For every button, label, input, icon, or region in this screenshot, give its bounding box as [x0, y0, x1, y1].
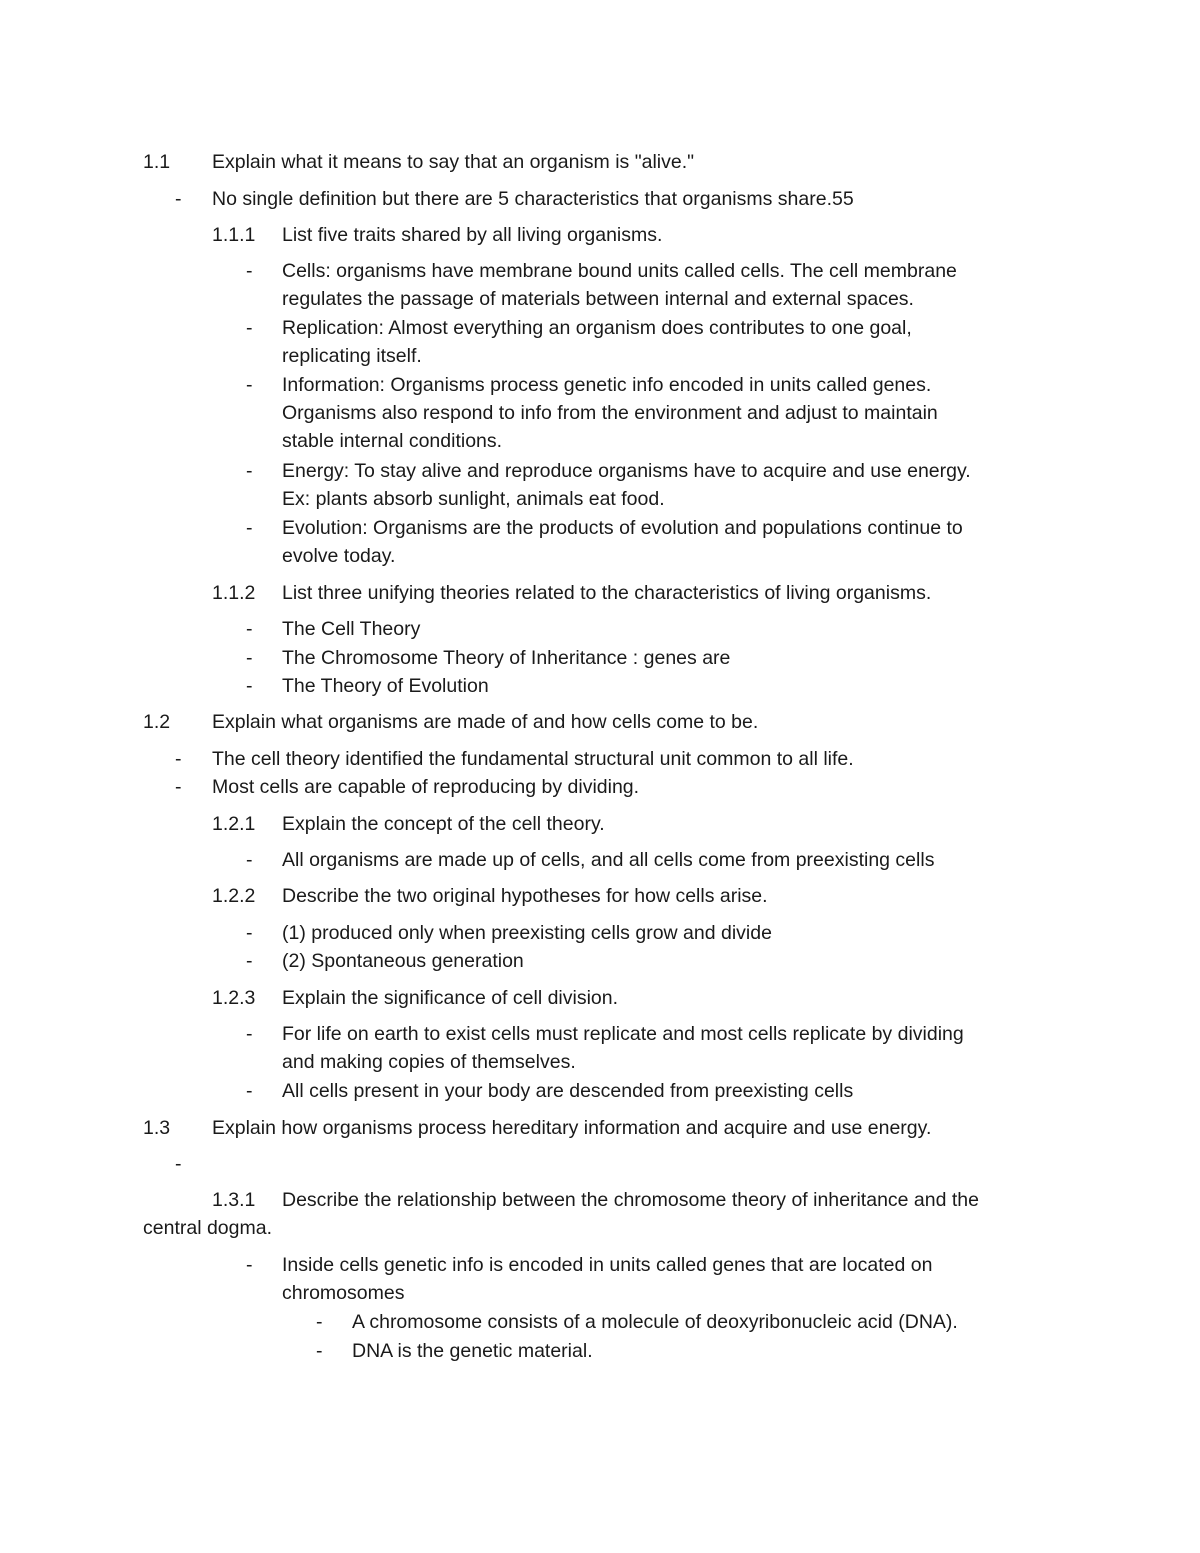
- outline-text: List five traits shared by all living organisms.: [282, 224, 663, 246]
- bullet-text: No single definition but there are 5 characteristics that organisms share.55: [212, 188, 854, 210]
- dash-marker: -: [175, 188, 182, 210]
- outline-text: List three unifying theories related to the characteristics of living organisms.: [282, 582, 932, 604]
- outline-text: Explain how organisms process hereditary information and acquire and use energy.: [212, 1117, 932, 1139]
- dash-marker: -: [246, 950, 253, 972]
- dash-marker: -: [175, 748, 182, 770]
- bullet-text: Inside cells genetic info is encoded in units called genes that are located on: [282, 1254, 933, 1276]
- outline-number: 1.1: [143, 151, 171, 173]
- bullet-text: evolve today.: [282, 545, 396, 567]
- dash-marker: -: [316, 1311, 323, 1333]
- dash-marker: -: [246, 618, 253, 640]
- outline-text: Explain what organisms are made of and how cells come to be.: [212, 711, 759, 733]
- outline-number: 1.2.3: [212, 987, 256, 1009]
- bullet-text: (2) Spontaneous generation: [282, 950, 524, 972]
- bullet-text: The cell theory identified the fundamental structural unit common to all life.: [212, 748, 854, 770]
- outline-number: 1.3.1: [212, 1189, 256, 1211]
- bullet-text: A chromosome consists of a molecule of deoxyribonucleic acid (DNA).: [352, 1311, 958, 1333]
- dash-marker: -: [246, 317, 253, 339]
- outline-number: 1.1.1: [212, 224, 256, 246]
- dash-marker: -: [175, 1153, 182, 1175]
- bullet-text: The Cell Theory: [282, 618, 421, 640]
- outline-text: Describe the two original hypotheses for how cells arise.: [282, 885, 768, 907]
- dash-marker: -: [246, 647, 253, 669]
- bullet-text: All organisms are made up of cells, and all cells come from preexisting cells: [282, 849, 935, 871]
- outline-text: Describe the relationship between the chromosome theory of inheritance and the: [282, 1189, 979, 1211]
- bullet-text: Energy: To stay alive and reproduce organisms have to acquire and use energy.: [282, 460, 971, 482]
- bullet-text: The Chromosome Theory of Inheritance : genes are: [282, 647, 731, 669]
- bullet-text: For life on earth to exist cells must replicate and most cells replicate by dividing: [282, 1023, 964, 1045]
- bullet-text: stable internal conditions.: [282, 430, 503, 452]
- dash-marker: -: [246, 374, 253, 396]
- outline-number: 1.2.1: [212, 813, 256, 835]
- dash-marker: -: [246, 1254, 253, 1276]
- bullet-text: Evolution: Organisms are the products of evolution and populations continue to: [282, 517, 963, 539]
- outline-number: 1.2.2: [212, 885, 256, 907]
- dash-marker: -: [316, 1340, 323, 1362]
- outline-text: Explain the concept of the cell theory.: [282, 813, 605, 835]
- bullet-text: Cells: organisms have membrane bound units called cells. The cell membrane: [282, 260, 957, 282]
- bullet-text: (1) produced only when preexisting cells grow and divide: [282, 922, 772, 944]
- dash-marker: -: [246, 517, 253, 539]
- bullet-text: and making copies of themselves.: [282, 1051, 576, 1073]
- outline-number: 1.3: [143, 1117, 171, 1139]
- dash-marker: -: [246, 1080, 253, 1102]
- dash-marker: -: [246, 460, 253, 482]
- dash-marker: -: [246, 675, 253, 697]
- dash-marker: -: [246, 849, 253, 871]
- bullet-text: Most cells are capable of reproducing by dividing.: [212, 776, 640, 798]
- bullet-text: Organisms also respond to info from the environment and adjust to maintain: [282, 402, 938, 424]
- bullet-text: regulates the passage of materials between internal and external spaces.: [282, 288, 914, 310]
- dash-marker: -: [246, 260, 253, 282]
- bullet-text: All cells present in your body are descended from preexisting cells: [282, 1080, 854, 1102]
- outline-text: central dogma.: [143, 1217, 272, 1239]
- dash-marker: -: [246, 922, 253, 944]
- dash-marker: -: [246, 1023, 253, 1045]
- outline-text: Explain the significance of cell division.: [282, 987, 619, 1009]
- bullet-text: Ex: plants absorb sunlight, animals eat food.: [282, 488, 665, 510]
- bullet-text: Replication: Almost everything an organism does contributes to one goal,: [282, 317, 912, 339]
- bullet-text: DNA is the genetic material.: [352, 1340, 593, 1362]
- bullet-text: Information: Organisms process genetic info encoded in units called genes.: [282, 374, 932, 396]
- outline-number: 1.2: [143, 711, 171, 733]
- bullet-text: The Theory of Evolution: [282, 675, 489, 697]
- bullet-text: chromosomes: [282, 1282, 405, 1304]
- outline-number: 1.1.2: [212, 582, 256, 604]
- dash-marker: -: [175, 776, 182, 798]
- outline-text: Explain what it means to say that an organism is "alive.": [212, 151, 695, 173]
- bullet-text: replicating itself.: [282, 345, 422, 367]
